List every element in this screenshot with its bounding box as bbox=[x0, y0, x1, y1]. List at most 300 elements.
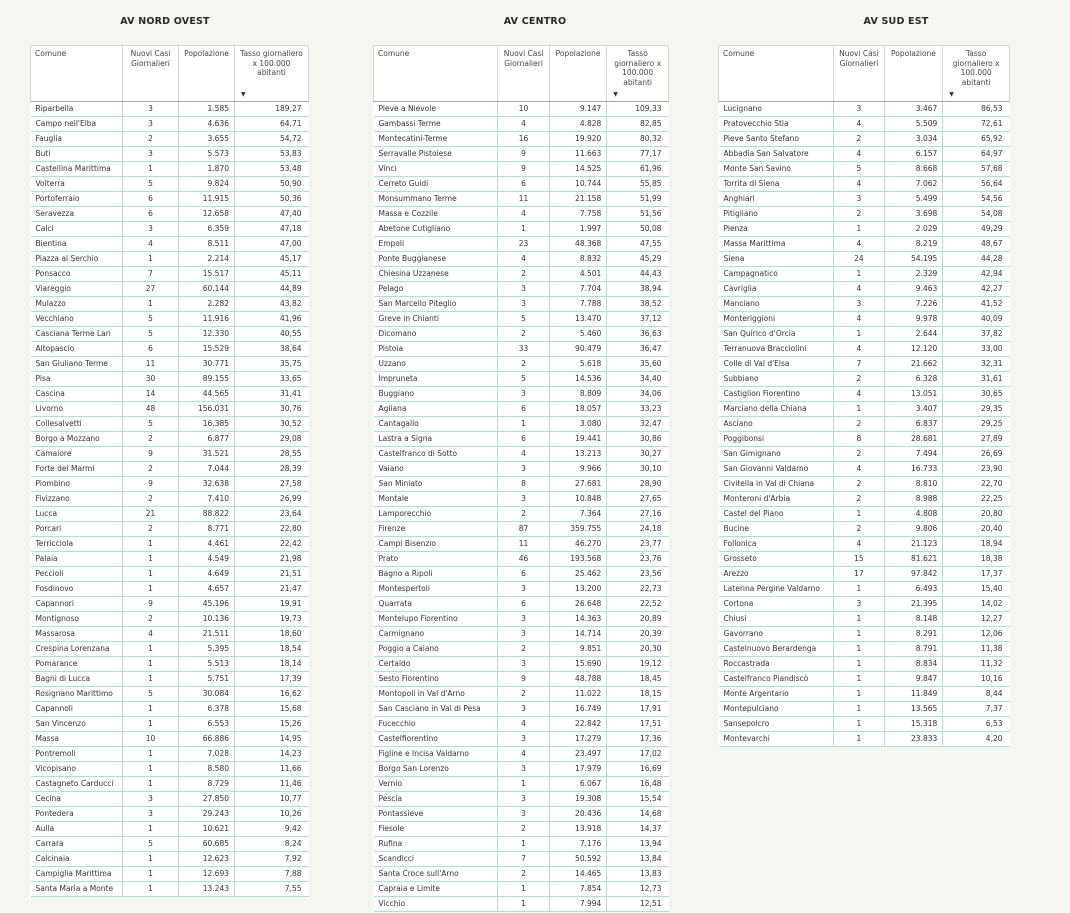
cell-nuovi-casi: 5 bbox=[123, 177, 179, 192]
cell-nuovi-casi: 3 bbox=[498, 762, 549, 777]
cell-comune: Torrita di Siena bbox=[719, 177, 834, 192]
col-header-tasso-label: Tasso giornaliero x 100.000 abitanti bbox=[240, 49, 303, 77]
col-header-casi[interactable]: Nuovi Casi Giornalieri bbox=[498, 46, 549, 102]
cell-tasso: 44,89 bbox=[235, 282, 309, 297]
table-row bbox=[31, 387, 309, 402]
cell-nuovi-casi: 1 bbox=[123, 297, 179, 312]
cell-comune: San Quirico d'Orcia bbox=[719, 327, 834, 342]
cell-comune: San Gimignano bbox=[719, 447, 834, 462]
cell-tasso: 27,16 bbox=[607, 507, 669, 522]
table-row bbox=[374, 732, 669, 747]
table-row bbox=[31, 252, 309, 267]
data-table bbox=[30, 45, 309, 897]
cell-nuovi-casi: 11 bbox=[123, 357, 179, 372]
cell-popolazione: 13.565 bbox=[884, 702, 943, 717]
cell-tasso: 16,48 bbox=[607, 777, 669, 792]
table-row bbox=[374, 702, 669, 717]
cell-tasso: 35,60 bbox=[607, 357, 669, 372]
cell-tasso: 61,96 bbox=[607, 162, 669, 177]
cell-popolazione: 50.592 bbox=[549, 852, 607, 867]
cell-tasso: 47,18 bbox=[235, 222, 309, 237]
cell-popolazione: 27.850 bbox=[179, 792, 235, 807]
cell-tasso: 18,60 bbox=[235, 627, 309, 642]
cell-popolazione: 48.788 bbox=[549, 672, 607, 687]
cell-popolazione: 15.529 bbox=[179, 342, 235, 357]
cell-tasso: 41,52 bbox=[943, 297, 1010, 312]
cell-comune: San Casciano in Val di Pesa bbox=[374, 702, 498, 717]
cell-nuovi-casi: 1 bbox=[123, 537, 179, 552]
table-row bbox=[374, 357, 669, 372]
cell-popolazione: 6.359 bbox=[179, 222, 235, 237]
table-row bbox=[31, 867, 309, 882]
cell-comune: Vecchiano bbox=[31, 312, 123, 327]
cell-tasso: 24,18 bbox=[607, 522, 669, 537]
cell-comune: Calcinaia bbox=[31, 852, 123, 867]
table-row bbox=[374, 852, 669, 867]
table-row bbox=[719, 687, 1010, 702]
table-row bbox=[374, 582, 669, 597]
table-row bbox=[374, 177, 669, 192]
cell-popolazione: 7.854 bbox=[549, 882, 607, 897]
table-row bbox=[719, 447, 1010, 462]
cell-popolazione: 3.080 bbox=[549, 417, 607, 432]
cell-nuovi-casi: 4 bbox=[498, 207, 549, 222]
cell-nuovi-casi: 2 bbox=[834, 132, 885, 147]
cell-popolazione: 9.806 bbox=[884, 522, 943, 537]
cell-tasso: 56,64 bbox=[943, 177, 1010, 192]
cell-nuovi-casi: 3 bbox=[498, 492, 549, 507]
sort-desc-icon[interactable]: ▼ bbox=[241, 90, 246, 98]
cell-popolazione: 60.685 bbox=[179, 837, 235, 852]
table-row bbox=[719, 567, 1010, 582]
cell-nuovi-casi: 3 bbox=[498, 612, 549, 627]
cell-tasso: 6,53 bbox=[943, 717, 1010, 732]
cell-nuovi-casi: 2 bbox=[498, 267, 549, 282]
cell-popolazione: 10.744 bbox=[549, 177, 607, 192]
cell-popolazione: 3.467 bbox=[884, 102, 943, 117]
table-row bbox=[719, 132, 1010, 147]
cell-nuovi-casi: 2 bbox=[498, 687, 549, 702]
cell-popolazione: 6.837 bbox=[884, 417, 943, 432]
cell-tasso: 30,86 bbox=[607, 432, 669, 447]
cell-popolazione: 18.057 bbox=[549, 402, 607, 417]
cell-tasso: 21,51 bbox=[235, 567, 309, 582]
cell-popolazione: 14.363 bbox=[549, 612, 607, 627]
table-row bbox=[31, 327, 309, 342]
cell-popolazione: 1.585 bbox=[179, 102, 235, 117]
cell-comune: Peccioli bbox=[31, 567, 123, 582]
cell-popolazione: 6.877 bbox=[179, 432, 235, 447]
cell-nuovi-casi: 2 bbox=[123, 522, 179, 537]
cell-nuovi-casi: 3 bbox=[123, 792, 179, 807]
cell-tasso: 51,99 bbox=[607, 192, 669, 207]
cell-popolazione: 19.308 bbox=[549, 792, 607, 807]
cell-popolazione: 11.849 bbox=[884, 687, 943, 702]
col-header-comune[interactable]: Comune bbox=[31, 46, 123, 102]
cell-comune: Camaiore bbox=[31, 447, 123, 462]
cell-nuovi-casi: 3 bbox=[498, 792, 549, 807]
col-header-tasso-label: Tasso giornaliero x 100.000 abitanti bbox=[952, 49, 1000, 87]
table-row bbox=[719, 387, 1010, 402]
cell-nuovi-casi: 9 bbox=[123, 477, 179, 492]
table-row bbox=[374, 882, 669, 897]
cell-comune: Pontassieve bbox=[374, 807, 498, 822]
table-row bbox=[31, 282, 309, 297]
cell-tasso: 7,92 bbox=[235, 852, 309, 867]
table-row bbox=[719, 732, 1010, 747]
cell-nuovi-casi: 2 bbox=[834, 447, 885, 462]
table-row bbox=[719, 432, 1010, 447]
cell-comune: Agliana bbox=[374, 402, 498, 417]
cell-comune: Laterina Pergine Valdarno bbox=[719, 582, 834, 597]
cell-tasso: 26,99 bbox=[235, 492, 309, 507]
cell-comune: Capannoli bbox=[31, 702, 123, 717]
cell-popolazione: 28.681 bbox=[884, 432, 943, 447]
cell-tasso: 34,40 bbox=[607, 372, 669, 387]
cell-comune: Fiesole bbox=[374, 822, 498, 837]
cell-popolazione: 66.886 bbox=[179, 732, 235, 747]
cell-nuovi-casi: 1 bbox=[123, 777, 179, 792]
cell-tasso: 47,00 bbox=[235, 237, 309, 252]
table-row bbox=[31, 312, 309, 327]
col-header-popolazione[interactable]: Popolazione bbox=[179, 46, 235, 102]
cell-nuovi-casi: 1 bbox=[123, 672, 179, 687]
cell-popolazione: 32.638 bbox=[179, 477, 235, 492]
col-header-casi[interactable]: Nuovi Casi Giornalieri bbox=[123, 46, 179, 102]
cell-popolazione: 27.681 bbox=[549, 477, 607, 492]
table-row bbox=[31, 192, 309, 207]
cell-popolazione: 81.621 bbox=[884, 552, 943, 567]
cell-nuovi-casi: 24 bbox=[834, 252, 885, 267]
cell-tasso: 22,70 bbox=[943, 477, 1010, 492]
cell-tasso: 17,39 bbox=[235, 672, 309, 687]
cell-tasso: 10,77 bbox=[235, 792, 309, 807]
cell-nuovi-casi: 1 bbox=[834, 267, 885, 282]
cell-tasso: 53,83 bbox=[235, 147, 309, 162]
cell-comune: Palaia bbox=[31, 552, 123, 567]
table-row bbox=[374, 837, 669, 852]
cell-popolazione: 97.842 bbox=[884, 567, 943, 582]
table-row bbox=[31, 177, 309, 192]
cell-popolazione: 13.918 bbox=[549, 822, 607, 837]
cell-tasso: 17,02 bbox=[607, 747, 669, 762]
table-row bbox=[374, 747, 669, 762]
col-header-tasso[interactable] bbox=[235, 46, 309, 102]
cell-nuovi-casi: 3 bbox=[498, 462, 549, 477]
cell-tasso: 11,46 bbox=[235, 777, 309, 792]
table-row bbox=[719, 717, 1010, 732]
cell-popolazione: 8.291 bbox=[884, 627, 943, 642]
sort-desc-icon[interactable]: ▼ bbox=[613, 90, 618, 98]
cell-comune: Campagnatico bbox=[719, 267, 834, 282]
cell-tasso: 28,39 bbox=[235, 462, 309, 477]
col-header-tasso-label: Tasso giornaliero x 100.000 abitanti bbox=[614, 49, 662, 87]
cell-nuovi-casi: 9 bbox=[123, 447, 179, 462]
cell-comune: Grosseto bbox=[719, 552, 834, 567]
cell-tasso: 33,65 bbox=[235, 372, 309, 387]
cell-popolazione: 13.200 bbox=[549, 582, 607, 597]
cell-popolazione: 14.525 bbox=[549, 162, 607, 177]
cell-comune: Poggio a Caiano bbox=[374, 642, 498, 657]
cell-comune: Castagneto Carducci bbox=[31, 777, 123, 792]
cell-comune: Lucca bbox=[31, 507, 123, 522]
table-row bbox=[374, 282, 669, 297]
table-row bbox=[31, 477, 309, 492]
cell-comune: Fivizzano bbox=[31, 492, 123, 507]
cell-comune: Monteriggioni bbox=[719, 312, 834, 327]
cell-comune: Pratovecchio Stia bbox=[719, 117, 834, 132]
cell-tasso: 40,55 bbox=[235, 327, 309, 342]
cell-nuovi-casi: 1 bbox=[123, 747, 179, 762]
cell-popolazione: 19.441 bbox=[549, 432, 607, 447]
cell-nuovi-casi: 1 bbox=[498, 417, 549, 432]
cell-popolazione: 12.120 bbox=[884, 342, 943, 357]
cell-popolazione: 8.511 bbox=[179, 237, 235, 252]
cell-comune: Impruneta bbox=[374, 372, 498, 387]
cell-popolazione: 21.511 bbox=[179, 627, 235, 642]
cell-popolazione: 20.436 bbox=[549, 807, 607, 822]
cell-nuovi-casi: 6 bbox=[498, 432, 549, 447]
table-row bbox=[374, 132, 669, 147]
cell-tasso: 13,94 bbox=[607, 837, 669, 852]
cell-nuovi-casi: 5 bbox=[123, 327, 179, 342]
cell-comune: Firenze bbox=[374, 522, 498, 537]
cell-popolazione: 12.623 bbox=[179, 852, 235, 867]
cell-nuovi-casi: 5 bbox=[834, 162, 885, 177]
cell-tasso: 14,02 bbox=[943, 597, 1010, 612]
cell-tasso: 42,27 bbox=[943, 282, 1010, 297]
cell-tasso: 7,55 bbox=[235, 882, 309, 897]
table-row bbox=[31, 357, 309, 372]
cell-tasso: 51,56 bbox=[607, 207, 669, 222]
table-row bbox=[31, 882, 309, 897]
cell-nuovi-casi: 7 bbox=[123, 267, 179, 282]
cell-popolazione: 7.364 bbox=[549, 507, 607, 522]
table-row bbox=[31, 732, 309, 747]
cell-comune: Bagni di Lucca bbox=[31, 672, 123, 687]
table-row bbox=[31, 297, 309, 312]
cell-nuovi-casi: 4 bbox=[834, 462, 885, 477]
table-row bbox=[719, 537, 1010, 552]
cell-tasso: 14,68 bbox=[607, 807, 669, 822]
table-row bbox=[374, 792, 669, 807]
col-header-comune[interactable]: Comune bbox=[374, 46, 498, 102]
cell-comune: Lucignano bbox=[719, 102, 834, 117]
cell-comune: Gambassi Terme bbox=[374, 117, 498, 132]
table-row bbox=[374, 312, 669, 327]
cell-nuovi-casi: 1 bbox=[834, 582, 885, 597]
table-row bbox=[719, 282, 1010, 297]
cell-comune: Greve in Chianti bbox=[374, 312, 498, 327]
cell-comune: Borgo a Mozzano bbox=[31, 432, 123, 447]
cell-nuovi-casi: 5 bbox=[123, 312, 179, 327]
cell-tasso: 20,39 bbox=[607, 627, 669, 642]
cell-popolazione: 89.155 bbox=[179, 372, 235, 387]
cell-nuovi-casi: 21 bbox=[123, 507, 179, 522]
table-row bbox=[374, 567, 669, 582]
cell-popolazione: 19.920 bbox=[549, 132, 607, 147]
cell-tasso: 109,33 bbox=[607, 102, 669, 117]
cell-nuovi-casi: 7 bbox=[498, 852, 549, 867]
cell-popolazione: 10.136 bbox=[179, 612, 235, 627]
cell-comune: Piombino bbox=[31, 477, 123, 492]
cell-comune: San Marcello Piteglio bbox=[374, 297, 498, 312]
cell-comune: Lamporecchio bbox=[374, 507, 498, 522]
cell-nuovi-casi: 3 bbox=[834, 297, 885, 312]
cell-nuovi-casi: 27 bbox=[123, 282, 179, 297]
cell-comune: Castel del Piano bbox=[719, 507, 834, 522]
cell-nuovi-casi: 14 bbox=[123, 387, 179, 402]
table-row bbox=[31, 702, 309, 717]
cell-popolazione: 10.848 bbox=[549, 492, 607, 507]
cell-tasso: 18,14 bbox=[235, 657, 309, 672]
cell-nuovi-casi: 1 bbox=[834, 702, 885, 717]
cell-comune: Follonica bbox=[719, 537, 834, 552]
cell-tasso: 38,94 bbox=[607, 282, 669, 297]
cell-nuovi-casi: 1 bbox=[498, 897, 549, 912]
cell-comune: Borgo San Lorenzo bbox=[374, 762, 498, 777]
table-row bbox=[31, 567, 309, 582]
cell-tasso: 50,08 bbox=[607, 222, 669, 237]
cell-tasso: 22,25 bbox=[943, 492, 1010, 507]
cell-comune: Viareggio bbox=[31, 282, 123, 297]
cell-tasso: 32,47 bbox=[607, 417, 669, 432]
cell-popolazione: 16.733 bbox=[884, 462, 943, 477]
table-row bbox=[31, 657, 309, 672]
cell-tasso: 33,23 bbox=[607, 402, 669, 417]
cell-nuovi-casi: 6 bbox=[498, 177, 549, 192]
cell-popolazione: 9.966 bbox=[549, 462, 607, 477]
cell-comune: Bagno a Ripoli bbox=[374, 567, 498, 582]
table-row bbox=[31, 372, 309, 387]
cell-comune: Monte Argentario bbox=[719, 687, 834, 702]
cell-comune: Pisa bbox=[31, 372, 123, 387]
cell-popolazione: 1.870 bbox=[179, 162, 235, 177]
cell-comune: Montelupo Fiorentino bbox=[374, 612, 498, 627]
cell-comune: Siena bbox=[719, 252, 834, 267]
cell-popolazione: 2.029 bbox=[884, 222, 943, 237]
cell-comune: Uzzano bbox=[374, 357, 498, 372]
cell-comune: Forte dei Marmi bbox=[31, 462, 123, 477]
cell-nuovi-casi: 2 bbox=[834, 417, 885, 432]
cell-popolazione: 13.243 bbox=[179, 882, 235, 897]
cell-popolazione: 14.714 bbox=[549, 627, 607, 642]
table-row bbox=[31, 447, 309, 462]
col-header-comune[interactable]: Comune bbox=[719, 46, 834, 102]
cell-nuovi-casi: 3 bbox=[123, 102, 179, 117]
table-row bbox=[374, 672, 669, 687]
cell-nuovi-casi: 1 bbox=[498, 777, 549, 792]
cell-tasso: 10,26 bbox=[235, 807, 309, 822]
cell-comune: Castelfranco di Sotto bbox=[374, 447, 498, 462]
table-row bbox=[374, 372, 669, 387]
table-row bbox=[374, 327, 669, 342]
cell-nuovi-casi: 3 bbox=[123, 147, 179, 162]
table-row bbox=[31, 342, 309, 357]
col-header-casi[interactable]: Nuovi Casi Giornalieri bbox=[834, 46, 885, 102]
cell-comune: Piazza al Serchio bbox=[31, 252, 123, 267]
cell-comune: Chiesina Uzzanese bbox=[374, 267, 498, 282]
cell-tasso: 54,72 bbox=[235, 132, 309, 147]
cell-nuovi-casi: 48 bbox=[123, 402, 179, 417]
cell-nuovi-casi: 1 bbox=[834, 717, 885, 732]
table-row bbox=[31, 822, 309, 837]
cell-tasso: 15,26 bbox=[235, 717, 309, 732]
cell-tasso: 20,89 bbox=[607, 612, 669, 627]
cell-tasso: 19,12 bbox=[607, 657, 669, 672]
cell-nuovi-casi: 1 bbox=[834, 672, 885, 687]
cell-tasso: 18,54 bbox=[235, 642, 309, 657]
cell-comune: Castellina Marittima bbox=[31, 162, 123, 177]
col-header-popolazione[interactable]: Popolazione bbox=[884, 46, 943, 102]
cell-nuovi-casi: 1 bbox=[834, 642, 885, 657]
table-row bbox=[31, 417, 309, 432]
cell-tasso: 42,94 bbox=[943, 267, 1010, 282]
cell-tasso: 54,08 bbox=[943, 207, 1010, 222]
table-row bbox=[374, 522, 669, 537]
cell-nuovi-casi: 4 bbox=[834, 147, 885, 162]
cell-popolazione: 4.828 bbox=[549, 117, 607, 132]
cell-popolazione: 3.034 bbox=[884, 132, 943, 147]
cell-popolazione: 5.509 bbox=[884, 117, 943, 132]
cell-popolazione: 13.470 bbox=[549, 312, 607, 327]
cell-popolazione: 9.147 bbox=[549, 102, 607, 117]
cell-comune: Terranuova Bracciolini bbox=[719, 342, 834, 357]
cell-comune: Ponsacco bbox=[31, 267, 123, 282]
cell-comune: Castelnuovo Berardenga bbox=[719, 642, 834, 657]
cell-nuovi-casi: 11 bbox=[498, 192, 549, 207]
cell-popolazione: 15.318 bbox=[884, 717, 943, 732]
table-row bbox=[374, 777, 669, 792]
table-row bbox=[374, 657, 669, 672]
cell-popolazione: 21.158 bbox=[549, 192, 607, 207]
table-row bbox=[31, 582, 309, 597]
col-header-tasso[interactable] bbox=[607, 46, 669, 102]
table-row bbox=[31, 852, 309, 867]
cell-comune: Pistoia bbox=[374, 342, 498, 357]
table-row bbox=[374, 507, 669, 522]
cell-tasso: 21,47 bbox=[235, 582, 309, 597]
sort-desc-icon[interactable]: ▼ bbox=[949, 90, 954, 98]
cell-comune: Cecina bbox=[31, 792, 123, 807]
cell-nuovi-casi: 1 bbox=[834, 612, 885, 627]
cell-popolazione: 7.994 bbox=[549, 897, 607, 912]
cell-comune: Livorno bbox=[31, 402, 123, 417]
col-header-tasso[interactable] bbox=[943, 46, 1010, 102]
table-row bbox=[374, 717, 669, 732]
cell-popolazione: 4.549 bbox=[179, 552, 235, 567]
cell-popolazione: 15.517 bbox=[179, 267, 235, 282]
col-header-popolazione[interactable]: Popolazione bbox=[549, 46, 607, 102]
table-row bbox=[31, 267, 309, 282]
cell-tasso: 30,52 bbox=[235, 417, 309, 432]
cell-popolazione: 9.463 bbox=[884, 282, 943, 297]
cell-nuovi-casi: 1 bbox=[834, 732, 885, 747]
cell-comune: Montepulciano bbox=[719, 702, 834, 717]
cell-comune: Fosdinovo bbox=[31, 582, 123, 597]
cell-nuovi-casi: 5 bbox=[123, 417, 179, 432]
cell-nuovi-casi: 1 bbox=[123, 657, 179, 672]
cell-comune: Altopascio bbox=[31, 342, 123, 357]
cell-comune: Rosignano Marittimo bbox=[31, 687, 123, 702]
cell-nuovi-casi: 2 bbox=[498, 327, 549, 342]
cell-popolazione: 6.157 bbox=[884, 147, 943, 162]
cell-nuovi-casi: 4 bbox=[123, 237, 179, 252]
table-row bbox=[31, 687, 309, 702]
cell-tasso: 37,12 bbox=[607, 312, 669, 327]
cell-tasso: 18,45 bbox=[607, 672, 669, 687]
cell-tasso: 48,67 bbox=[943, 237, 1010, 252]
